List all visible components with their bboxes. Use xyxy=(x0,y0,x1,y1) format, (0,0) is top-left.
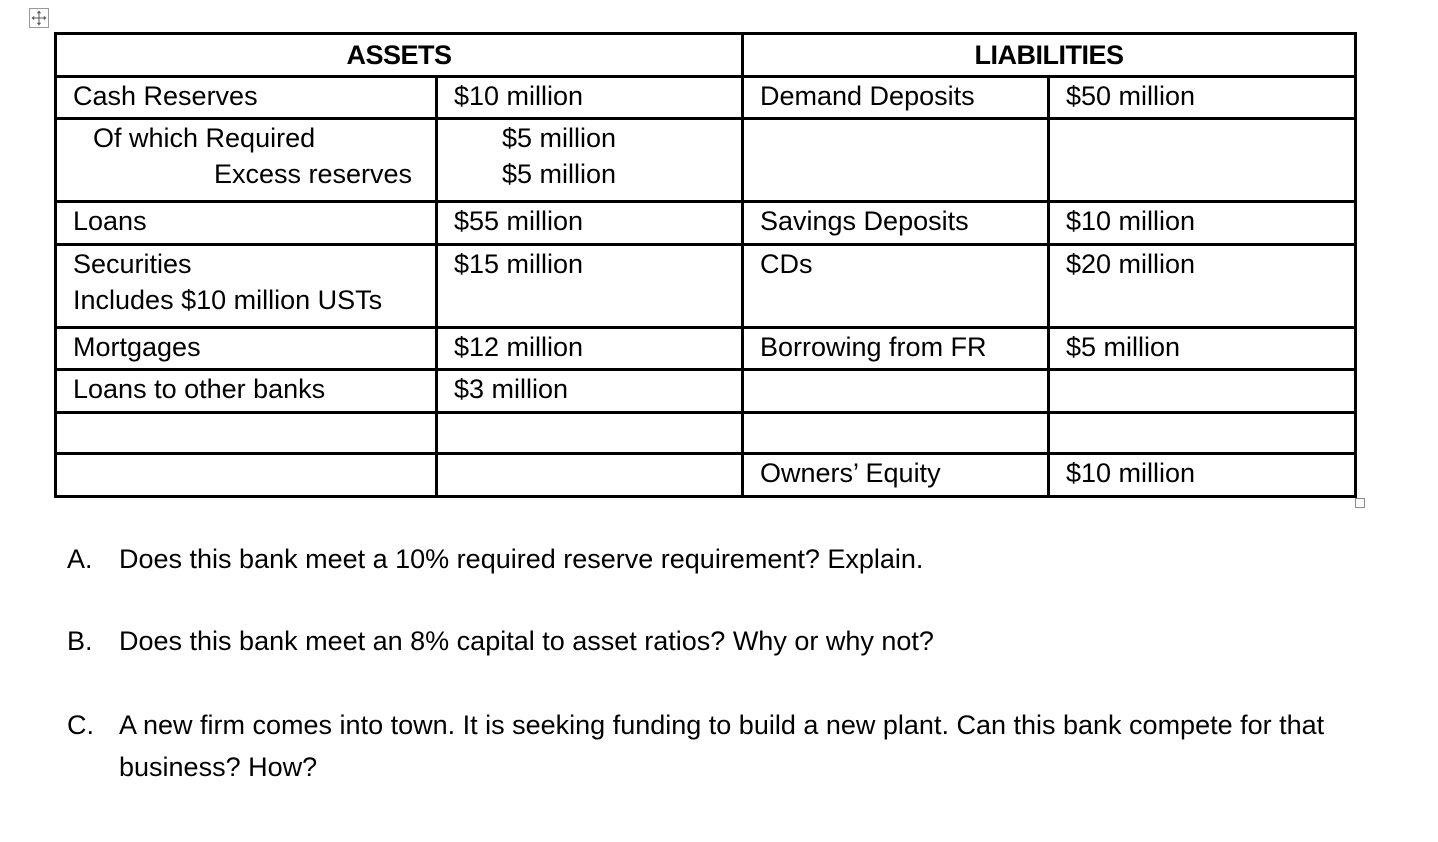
question-letter: A. xyxy=(67,544,93,574)
table-row xyxy=(56,76,1356,119)
liability-value: $50 million xyxy=(1049,76,1356,119)
table-row xyxy=(56,454,1356,497)
question-letter: B. xyxy=(67,626,93,656)
assets-header: ASSETS xyxy=(56,34,743,77)
liability-label xyxy=(743,119,1049,202)
liability-value: $10 million xyxy=(1049,202,1356,245)
balance-sheet-table xyxy=(54,32,1357,498)
liability-value: $5 million xyxy=(1049,327,1356,370)
asset-value: $55 million xyxy=(437,202,743,245)
liability-value: $10 million xyxy=(1049,454,1356,497)
asset-label: Loans xyxy=(56,202,437,245)
question-list xyxy=(67,538,1367,788)
table-row xyxy=(56,119,1356,202)
liability-value xyxy=(1049,119,1356,202)
asset-value: $3 million xyxy=(437,370,743,413)
table-row xyxy=(56,412,1356,453)
asset-value-cell xyxy=(437,119,743,202)
liability-label xyxy=(743,412,1049,453)
question-text: Does this bank meet an 8% capital to asset ratios? Why or why not? xyxy=(119,626,934,656)
question-item xyxy=(67,538,1367,580)
question-item xyxy=(67,704,1367,788)
liability-label: Demand Deposits xyxy=(743,76,1049,119)
asset-label-cell xyxy=(56,119,437,202)
question-text: A new firm comes into town. It is seeking funding to build a new plant. Can this bank compete for that business? How? xyxy=(119,710,1325,782)
liability-label: Owners’ Equity xyxy=(743,454,1049,497)
securities-note: Includes $10 million USTs xyxy=(73,284,383,315)
question-text: Does this bank meet a 10% required reserve requirement? Explain. xyxy=(119,544,924,574)
table-row xyxy=(56,202,1356,245)
asset-label: Loans to other banks xyxy=(56,370,437,413)
liability-value xyxy=(1049,412,1356,453)
excess-reserves-value: $5 million xyxy=(502,159,617,190)
liability-label: Savings Deposits xyxy=(743,202,1049,245)
asset-value xyxy=(437,454,743,497)
required-reserves-label: Of which Required xyxy=(93,123,316,154)
liability-label: Borrowing from FR xyxy=(743,327,1049,370)
asset-label-cell xyxy=(56,244,437,327)
asset-value: $15 million xyxy=(437,244,743,327)
asset-label xyxy=(56,412,437,453)
table-header-row xyxy=(56,34,1356,77)
asset-label: Cash Reserves xyxy=(56,76,437,119)
asset-value xyxy=(437,412,743,453)
securities-label: Securities xyxy=(73,248,192,279)
asset-value: $10 million xyxy=(437,76,743,119)
table-row xyxy=(56,244,1356,327)
table-move-handle-icon[interactable] xyxy=(29,8,49,28)
liability-value: $20 million xyxy=(1049,244,1356,327)
required-reserves-value: $5 million xyxy=(502,123,617,154)
table-row xyxy=(56,370,1356,413)
liability-label xyxy=(743,370,1049,413)
asset-label xyxy=(56,454,437,497)
table-resize-handle-icon[interactable] xyxy=(1355,498,1365,508)
question-item xyxy=(67,620,1367,662)
asset-label: Mortgages xyxy=(56,327,437,370)
asset-value: $12 million xyxy=(437,327,743,370)
liabilities-header: LIABILITIES xyxy=(743,34,1356,77)
table-row xyxy=(56,327,1356,370)
liability-label: CDs xyxy=(743,244,1049,327)
question-letter: C. xyxy=(67,710,94,740)
liability-value xyxy=(1049,370,1356,413)
excess-reserves-label: Excess reserves xyxy=(214,159,413,190)
